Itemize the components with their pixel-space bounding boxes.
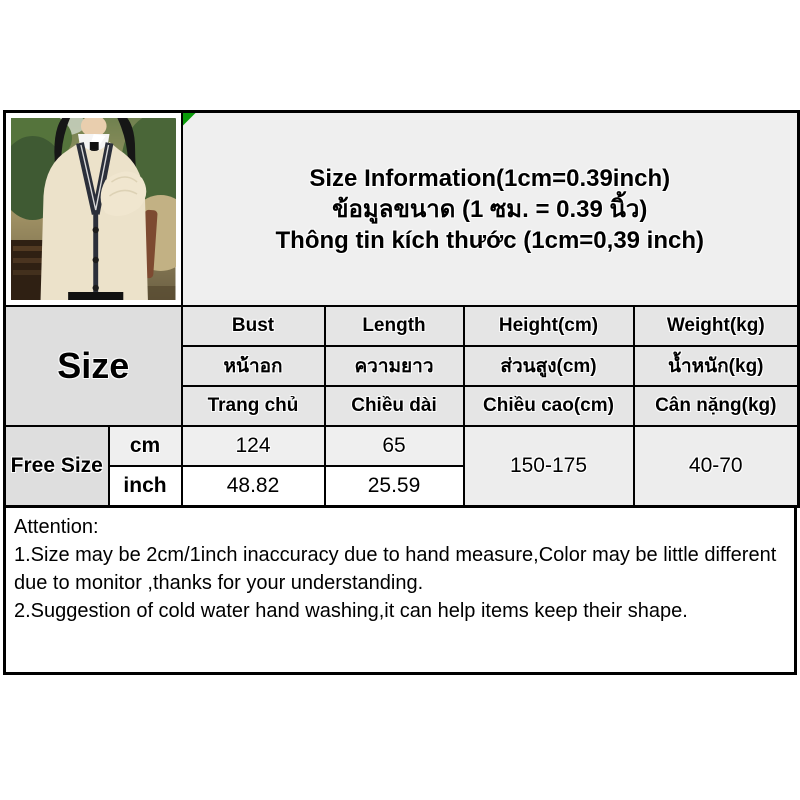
size-chart [3, 110, 797, 675]
col-header-weight-en: Weight(kg) [634, 306, 799, 346]
cell-bust-cm: 124 [182, 426, 325, 466]
row-label-free-size: Free Size [5, 426, 109, 506]
title-vietnamese: Thông tin kích thước (1cm=0,39 inch) [275, 226, 705, 254]
product-photo [11, 118, 176, 300]
cell-bust-inch: 48.82 [182, 466, 325, 506]
green-corner-flag-icon [183, 113, 196, 126]
tie-knot [90, 142, 99, 150]
col-header-height-vi: Chiều cao(cm) [464, 386, 634, 426]
size-info-title-cell [182, 112, 799, 307]
col-header-length-th: ความยาว [325, 346, 464, 386]
product-photo-cell [5, 112, 182, 307]
col-header-height-th: ส่วนสูง(cm) [464, 346, 634, 386]
button-2 [93, 257, 99, 263]
cell-length-cm: 65 [325, 426, 464, 466]
attention-box [3, 508, 797, 675]
col-header-bust-vi: Trang chủ [182, 386, 325, 426]
cell-height-range: 150-175 [464, 426, 634, 506]
attention-line-2: 2.Suggestion of cold water hand washing,it can help items keep their shape. [14, 599, 688, 622]
size-corner-cell: Size [5, 306, 182, 426]
col-header-bust-th: หน้าอก [182, 346, 325, 386]
attention-heading: Attention: [14, 515, 99, 538]
col-header-height-en: Height(cm) [464, 306, 634, 346]
cell-weight-range: 40-70 [634, 426, 799, 506]
unit-cm: cm [109, 426, 182, 466]
size-table [3, 110, 800, 508]
cell-length-inch: 25.59 [325, 466, 464, 506]
title-thai: ข้อมูลขนาด (1 ซม. = 0.39 นิ้ว) [332, 195, 648, 223]
attention-line-1: 1.Size may be 2cm/1inch inaccuracy due to hand measure,Color may be little different due to monitor ,thanks for your understanding. [14, 543, 777, 594]
col-header-weight-th: น้ำหนัก(kg) [634, 346, 799, 386]
title-english: Size Information(1cm=0.39inch) [309, 164, 671, 192]
col-header-weight-vi: Cân nặng(kg) [634, 386, 799, 426]
button-3 [93, 285, 99, 291]
unit-inch: inch [109, 466, 182, 506]
col-header-length-en: Length [325, 306, 464, 346]
dark-skirt [68, 292, 123, 300]
model [41, 118, 148, 300]
button-1 [93, 227, 99, 233]
col-header-length-vi: Chiều dài [325, 386, 464, 426]
col-header-bust-en: Bust [182, 306, 325, 346]
